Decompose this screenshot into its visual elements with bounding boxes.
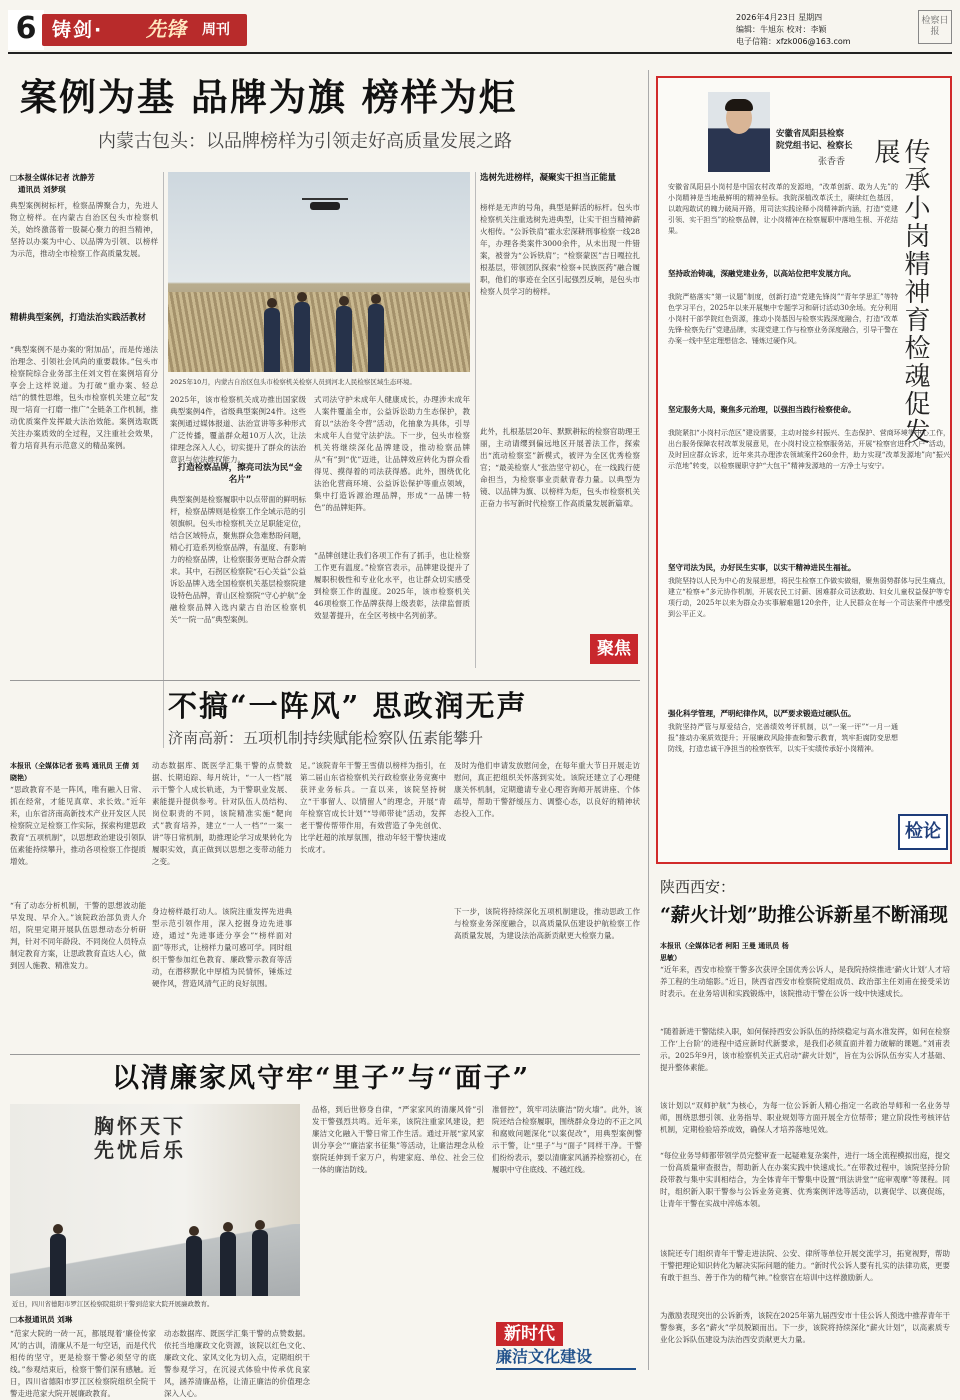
shaanxi-headline: “薪火计划”助推公诉新星不断涌现 [660,904,948,926]
calligraphy-wall: 胸怀天下先忧后乐 [94,1114,186,1162]
second-col3-para-5: 足。”该院青年干警王雪倩以榜样为指引，在第二届山东省检察机关行政检察业务竞赛中获评业务标兵。一直以来，该院坚持树立“干事留人、以情留人”的理念，开展“青年检察官成长计划”“导师带徒”活动，发挥老干警传帮带作用，有效营造了争先创优、比学赶超的浓厚氛围，推动年轻干警快速成长成才。 [300,761,446,854]
person-figure [220,1232,236,1296]
sidebar-para-3: 我院紧扣“小岗村示范区”建设需要，主动对接乡村振兴、生态保护、营商环境等中心工作，出台服务保障农村改革发展意见，在小岗村设立检察服务站，开展“检察官进村入户”活动，及时回应群众诉求，近年来共办理涉农领域案件260余件，助力实现“改革发源地”向“振兴示范地”转变，以检察履职守护“大包干”精神发源地的一方净土与安宁。 [668,429,950,470]
shaanxi-kicker: 陕西西安： [660,878,736,896]
lead-byline-1: □本报全媒体记者 沈静芳 [10,173,95,182]
drone-rotors [302,198,348,200]
lead-subhead: 内蒙古包头：以品牌榜样为引领走好高质量发展之路 [98,131,512,152]
focus-tag [590,634,638,664]
section-weekly: 周刊 [202,22,230,38]
lead-col1-para-1: 典型案例树标杆，检察品牌聚合力，先进人物立榜样。在内蒙古自治区包头市检察机关，始终激荡着一股凝心聚力的担当精神，坚持以办案为中心、以品牌为引领、以榜样为示范，推动全市检察工作高质量发展。 [10,201,158,258]
opinion-tag-text: 检论 [905,821,941,842]
lead-col3-para-2: “品牌创建让我们各项工作有了抓手，也让检察工作更有温度。”检察官表示，品牌建设提升了履职积极性和专业化水平，也让群众切实感受到检察工作的温度。2025年，该市检察机关46项检察工作品牌获得上级表彰，法律监督质效显著提升，在全区考核中名列前茅。 [314,551,470,620]
lead-col1-subhead: 精耕典型案例，打造法治实践活教材 [10,313,147,323]
shaanxi-byline: 本报讯（全媒体记者 柯阳 王曼 通讯员 杨思敏） [660,942,789,962]
person-figure [336,306,352,372]
shaanxi-para-4: “每位业务导师都带领学员完整审查一起疑难复杂案件，进行一场全流程模拟出庭，提交一份高质量审查报告，帮助新人在办案实践中快速成长。”在带教过程中，该院坚持分阶段带教与集中实训相结合，为全体青年干警集中设置“刑法讲堂”“庭审观摩”等课程。同时，组织新入职干警参与公诉业务竞赛、优秀案例评选等活动，以赛促学、以赛促练，让青年干警在实战中淬炼本领。 [660,1151,950,1208]
section-title: 铸剑· [52,19,104,41]
lead-col4-para-1: 榜样是无声的号角，典型是鲜活的标杆。包头市检察机关注重选树先进典型，让实干担当精神薪火相传。“公诉铁肩”霍永宏深耕刑事检察一线28年，办理各类案件3000余件，从未出现一件错案，被誉为“公诉铁肩”；“检察蒙医”吉日嘎拉扎根基层，带领团队探索“检察+民族医药”融合履职，他们的事迹在全区引起强烈反响，是包头市检察人员学习的榜样。 [480,203,640,296]
lead-col2-para-2: 典型案例是检察履职中以点带面的鲜明标杆，检察品牌则是检察工作全域示范的引领旗帜。包头市检察机关立足职能定位，结合区域特点，聚焦群众急难愁盼问题，精心打造系列检察品牌，有温度、有影响力的检察品牌，让检察服务更贴合群众需求。其中，石拐区检察院“石心关益”公益诉讼品牌入选全国检察机关基层检察院建设特色品牌，青山区检察院“守心护航”金融检察品牌入选内蒙古自治区检察机关“一院一品”典型案例。 [170,495,306,624]
focus-tag-text: 聚焦 [597,639,631,659]
sidebar-subhead-2: 坚定服务大局，聚焦多元治理，以强担当践行检察使命。 [668,405,856,414]
second-col2-para-4: 身边榜样最打动人。该院注重发挥先进典型示范引领作用，深入挖掘身边先进事迹，通过“先进事迹分享会”“榜样面对面”等形式，让榜样力量可感可学。同时组织干警参加红色教育、廉政警示教育等活动，在潜移默化中厚植为民情怀，锤炼过硬作风，营造风清气正的良好氛围。 [152,907,292,988]
lead-col-rule [475,172,476,668]
shaanxi-para-6: 为激励表现突出的公诉新秀，该院在2025年第九届西安市十佳公诉人预选中推荐青年干警参赛，多名“薪火”学员脱颖而出。下一步，该院将持续深化“薪火计划”，以高素质专业化公诉队伍建设为法治西安贡献更大力量。 [660,1311,950,1344]
person-figure [50,1234,66,1296]
lead-col4-para-2: 此外，扎根基层20年、默默耕耘的检察官助理王丽，主动请缨到偏远地区开展普法工作，探索出“流动检察室”新模式，被评为全区优秀检察官；“最美检察人”张浩坚守初心，在一线践行使命担当，为检察事业贡献青春力量。以典型为镜、以品牌为旗、以榜样为炬，包头市检察机关正奋力书写新时代检察工作高质量发展新篇章。 [480,427,640,508]
second-byline: 本报讯（全媒体记者 张鸣 通讯员 王倩 刘晓艳） [10,762,139,782]
newspaper-seal [918,10,952,44]
person-figure [186,1236,202,1296]
lead-col-rule [163,172,164,748]
lead-headline: 案例为基 品牌为旗 榜样为炬 [20,75,518,119]
editor-line: 编辑：牛旭东 校对：李颖 [736,25,827,34]
section-rule [10,1054,640,1055]
sidebar-para-1: 安徽省凤阳县小岗村是中国农村改革的发源地，“改革创新、敢为人先”的小岗精神是当地最鲜明的精神坐标。我院深植改革沃土，赓续红色基因，以敢闯敢试的魄力破局开路，用司法实践诠释小岗精神新内涵，打造“党建引领、实干担当”的检察品牌，让小岗精神在检察履职中落地生根、开花结果。 [668,183,898,235]
section-brand-script: 先锋 [146,17,186,41]
lead-col2-para-1: 2025年，该市检察机关成功推出国家级典型案例4件，省级典型案例24件。这些案例通过媒体报道、法治宣讲等多种形式广泛传播，覆盖群众超10万人次，让法律理念深入人心，切实提升了群众的法治意识与依法维权能力。 [170,395,306,464]
third-byline: □本报通讯员 刘琳 [10,1315,73,1324]
third-photo-caption: 近日，四川省德阳市罗江区检察院组织干警到范家大院开展廉政教育。 [12,1300,214,1308]
shaanxi-para-5: 该院还专门组织青年干警走进法院、公安、律所等单位开展交流学习，拓宽视野，帮助干警把理论知识转化为解决实际问题的能力。“新时代公诉人要有扎实的法律功底，更要有敢于担当、善于作为的精气神。”检察官在培训中这样激励新人。 [660,1249,950,1282]
person-figure [264,308,280,372]
person-figure [368,304,384,372]
masthead-rule [8,52,952,54]
reed-field [168,292,470,372]
opinion-tag [898,814,948,850]
lead-col3-para-1: 式司法守护未成年人健康成长，办理涉未成年人案件覆盖全市，公益诉讼助力生态保护，教育以“法治冬令营”活动，化抽象为具体，引导未成年人自觉守法护法。下一步，包头市检察机关将继续深化品牌建设，推动检察品牌从“有”到“优”迈进，让品牌效应转化为群众看得见、摸得着的司法获得感。此外，围绕优化法治化营商环境、公益诉讼保护等重点领域，集中打造诉源治理品牌，形成“一品牌一特色”的品牌矩阵。 [314,395,470,512]
sidebar-para-5: 我院坚持严管与厚爱结合，完善绩效考评机制，以“一案一评”“一月一通报”推动办案质效提升；开展廉政风险排查和警示教育，筑牢拒腐防变思想防线，打造忠诚干净担当的检察铁军，以实干实绩传承好小岗精神。 [668,723,898,753]
sidebar-subhead-1: 坚持政治铸魂，深融党建业务，以高站位把牢发展方向。 [668,269,856,278]
second-col4-para-6: 及时为他们申请发放慰问金，在每年重大节日开展走访慰问，真正把组织关怀落到实处。该院还建立了心理健康关怀机制，定期邀请专业心理咨询师开展讲座、个体疏导，帮助干警舒缓压力、调整心态，以良好的精神状态投入工作。 [454,761,640,818]
lead-byline-2: 通讯员 刘梦琪 [18,185,66,194]
second-col2-para-3: 动态数据库、既医学汇集干警的点赞数据、长期追踪、每月统计，“一人一档”展示干警个人成长轨迹，为干警职业发展、素能提升提供参考。针对队伍人员结构、岗位职责的不同，该院精准实施“靶向式”教育培养，建立“一人一档”“一案一讲”等日常机制，助推理论学习成果转化为履职实效，真正做到以思想之变带动能力之变。 [152,761,292,866]
sidebar-para-2: 我院严格落实“第一议题”制度，创新打造“党建先锋岗”“青年学思汇”等特色学习平台，2025年以来开展集中专题学习和研讨活动30余场。充分利用小岗村干部学院红色资源，推动小岗基因与检察实践深度融合，打造“改革先锋·检察先行”党建品牌，实现党建工作与检察业务深度融合，引导干警在办案一线中坚定理想信念、锤炼过硬作风。 [668,293,898,345]
third-col2-para-2: 动态数据库、既医学汇集干警的点赞数据。依托当地廉政文化资源，该院以红色文化、廉政文化、家风文化为切入点，定期组织干警参观学习，在沉浸式体验中传承优良家风，涵养清廉品格，让清正廉洁的价值理念深入人心。 [164,1329,310,1398]
shaanxi-para-3: 该计划以“双师护航”为核心，为每一位公诉新人精心指定一名政治导师和一名业务导师，围绕思想引领、业务指导、职业规划等方面开展全方位帮带；建立阶段性考核评估机制，定期检验培养成效，确保人才培养落地见效。 [660,1101,950,1134]
second-col4-para-7: 下一步，该院将持续深化五项机制建设，推动思政工作与检察业务深度融合，以高质量队伍建设护航检察工作高质量发展，为建设法治高新贡献更大检察力量。 [454,907,640,940]
sidebar-para-4: 我院坚持以人民为中心的发展思想，将民生检察工作做实做细，聚焦弱势群体与民生痛点，建立“检察+”多元协作机制，开展农民工讨薪、困难群众司法救助、妇女儿童权益保护等专项行动，2025年以来为群众办实事解难题120余件，让人民群众在每一个司法案件中感受到公平正义。 [668,577,950,618]
sidebar-vertical-title: 传承小岗精神育检魂促发展 [870,138,930,446]
email-line: 电子信箱：xfzk006@163.com [736,37,851,46]
page-number-text: 6 [15,11,37,46]
section-band [42,14,247,46]
section-rule [10,680,640,681]
shaanxi-para-2: “随着新进干警陆续入职，如何保持西安公诉队伍的持续稳定与高水准发挥，如何在检察工作‘上台阶’的进程中适应新时代新要求，是我们必须直面并着力破解的课题。”刘甫表示。2025年9月，该市检察机关正式启动“薪火计划”，旨在为公诉队伍夯实人才基础、提升整体素能。 [660,1027,950,1072]
issue-date: 2026年4月23日 星期四 [736,13,823,22]
page-col-rule [648,70,649,1370]
sidebar-photo-label-2: 院党组书记、检察长 [776,141,853,151]
lead-photo-caption: 2025年10月，内蒙古自治区包头市检察机关检察人员到河北人民检察区域生态环境。 [170,378,416,386]
second-col1-para-2: “有了动态分析机制，干警的思想波动能早发现、早介入。”该院政治部负责人介绍，院里定期开展队伍思想动态分析研判，针对不同年龄段、不同岗位人员特点制定教育方案，让思政教育直达人心，做到因人施教、精准发力。 [10,901,146,970]
sidebar-subhead-4: 强化科学管理，严明纪律作风，以严要求锻造过硬队伍。 [668,709,856,718]
third-photo [10,1104,300,1296]
second-subhead: 济南高新：五项机制持续赋能检察队伍素能攀升 [168,729,484,747]
portrait-hair [725,99,753,111]
person-figure [252,1230,268,1296]
third-col4-para-4: 准督控”，筑牢司法廉洁“防火墙”。此外，该院还结合检察履职，围绕群众身边的不正之风和腐败问题深化“以案促改”，用典型案例警示干警，让“里子”与“面子”同样干净。干警们纷纷表示，要以清廉家风涵养检察初心，在履职中守住底线、不越红线。 [492,1105,642,1174]
integrity-tag-top: 新时代 [496,1322,563,1346]
second-col1-para-1: “思政教育不是一阵风，唯有融入日常、抓在经常，才能见真章、求长效。”近年来，山东省济南高新技术产业开发区人民检察院立足检察工作实际，探索构建思政教育“五项机制”，以思想政治建设引领队伍素能持续攀升，推动各项检察工作提质增效。 [10,785,146,866]
page-number [8,10,44,50]
sidebar-author: 张香香 [818,157,846,167]
third-col3-para-3: 品格，到后世修身自律，“严家家风的清廉风骨”引发干警强烈共鸣。近年来，该院注重家风建设，把廉洁文化融入干警日常工作生活。通过开展“家风家训分享会”“廉洁家书征集”等活动，让廉洁理念从检察院延伸到千家万户，构建家庭、单位、社会三位一体的廉洁防线。 [312,1105,484,1174]
shaanxi-para-1: “近年来，西安市检察干警多次获评全国优秀公诉人，是我院持续推进‘薪火计划’人才培养工程的生动缩影。”近日，陕西省西安市检察院党组成员、政治部主任刘甫在接受采访时表示。在业务培训和实践锻炼中，该院推动干警在公诉一线中快速成长。 [660,965,950,998]
sidebar-box [656,76,952,864]
author-portrait [708,92,770,172]
integrity-tag [496,1322,636,1372]
lead-photo [168,172,470,372]
lead-col2-subhead: 打造检察品牌，擦亮司法为民“金名片” [177,463,303,485]
person-figure [294,302,310,372]
sidebar-subhead-3: 坚守司法为民，办好民生实事，以实干精神进民生福祉。 [668,563,856,572]
seal-text: 检察日报 [921,16,949,37]
lead-col4-subhead: 选树先进榜样，凝聚实干担当正能量 [480,173,617,183]
third-headline: 以清廉家风守牢“里子”与“面子” [112,1063,531,1094]
second-headline: 不搞“一阵风” 思政润无声 [168,689,528,723]
third-col1-para-1: “范家大院的一砖一瓦，都展现着‘廉俭传家风’的古训，清廉从不是一句空话，而是代代相传的坚守，更是检察干警必须坚守的底线。”参观结束后，检察干警们深有感触。近日，四川省德阳市罗江区检察院组织全院干警走进范家大院开展廉政教育。 [10,1329,156,1398]
integrity-tag-bottom: 廉洁文化建设 [496,1346,636,1370]
lead-col1-para-2: “典型案例不是办案的‘附加品’，而是传递法治理念、引领社会风尚的重要载体。”包头市检察院综合业务部主任刘文哲在案例培育分享会上这样说道。为打破“重办案、轻总结”的惯性思维，包头市检察机关建立起“发现一培育一打磨一推广”全链条工作机制，推动优质案件发挥最大法治效能。案例选取既关注办案质效的全过程，又注重社会效果，着力培育具有示范意义的精品案例。 [10,345,158,450]
sidebar-photo-label-1: 安徽省凤阳县检察 [776,129,845,139]
drone-icon [310,202,340,210]
